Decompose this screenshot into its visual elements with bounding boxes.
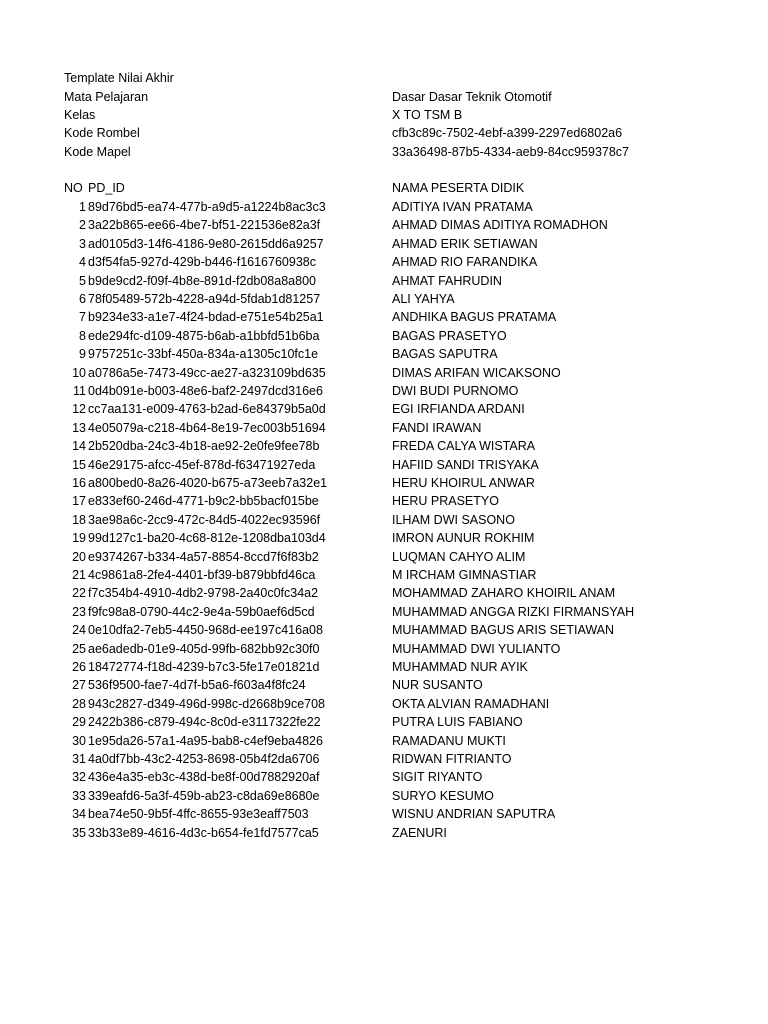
table-row (0, 566, 768, 584)
row-number: 20 (72, 549, 86, 564)
column-header-nama: NAMA PESERTA DIDIK (392, 181, 525, 195)
row-student-name: RAMADANU MUKTI (392, 733, 506, 748)
table-row (0, 805, 768, 823)
row-student-name: MUHAMMAD DWI YULIANTO (392, 641, 561, 656)
row-number: 9 (79, 347, 86, 362)
row-student-name: FANDI IRAWAN (392, 420, 482, 435)
row-pd-id: 78f05489-572b-4228-a94d-5fdab1d81257 (88, 292, 321, 306)
row-number: 5 (79, 273, 86, 288)
row-pd-id: 339eafd6-5a3f-459b-ab23-c8da69e8680e (88, 788, 320, 803)
row-number: 32 (72, 770, 86, 785)
row-pd-id: 3a22b865-ee66-4be7-bf51-221536e82a3f (88, 218, 321, 233)
table-row (0, 308, 768, 326)
row-student-name: AHMAD DIMAS ADITIYA ROMADHON (392, 218, 608, 233)
row-pd-id: 1e95da26-57a1-4a95-bab8-c4ef9eba4826 (88, 733, 323, 748)
row-pd-id: a800bed0-8a26-4020-b675-a73eeb7a32e1 (88, 476, 328, 490)
kelas-label: Kelas (64, 108, 96, 122)
row-number: 10 (72, 365, 86, 380)
table-row (0, 437, 768, 455)
table-row (0, 713, 768, 731)
row-number: 13 (72, 420, 86, 435)
document-title: Template Nilai Akhir (64, 71, 174, 85)
row-pd-id: 2422b386-c879-494c-8c0d-e3117322fe22 (88, 715, 321, 730)
row-student-name: AHMAD RIO FARANDIKA (392, 255, 538, 270)
row-student-name: M IRCHAM GIMNASTIAR (392, 568, 537, 582)
table-row (0, 640, 768, 658)
table-row (0, 603, 768, 621)
row-number: 3 (79, 236, 86, 251)
row-student-name: SURYO KESUMO (392, 788, 494, 803)
table-row (0, 511, 768, 529)
row-student-name: WISNU ANDRIAN SAPUTRA (392, 807, 556, 822)
row-pd-id: cc7aa131-e009-4763-b2ad-6e84379b5a0d (88, 402, 326, 417)
row-student-name: MUHAMMAD BAGUS ARIS SETIAWAN (392, 623, 615, 638)
row-pd-id: 18472774-f18d-4239-b7c3-5fe17e01821d (88, 660, 320, 674)
table-row (0, 658, 768, 676)
row-student-name: DIMAS ARIFAN WICAKSONO (392, 365, 561, 380)
table-row (0, 327, 768, 345)
row-pd-id: ad0105d3-14f6-4186-9e80-2615dd6a9257 (88, 236, 324, 251)
row-pd-id: ede294fc-d109-4875-b6ab-a1bbfd51b6ba (88, 328, 320, 343)
table-row (0, 732, 768, 750)
row-number: 24 (72, 623, 86, 638)
row-pd-id: b9234e33-a1e7-4f24-bdad-e751e54b25a1 (88, 310, 324, 325)
row-student-name: ALI YAHYA (392, 292, 455, 306)
row-pd-id: 3ae98a6c-2cc9-472c-84d5-4022ec93596f (88, 512, 321, 527)
table-row (0, 787, 768, 805)
row-number: 11 (73, 384, 86, 398)
row-student-name: PUTRA LUIS FABIANO (392, 715, 523, 730)
row-student-name: MOHAMMAD ZAHARO KHOIRIL ANAM (392, 586, 616, 601)
row-pd-id: 0e10dfa2-7eb5-4450-968d-ee197c416a08 (88, 623, 323, 638)
row-number: 30 (72, 733, 86, 748)
row-number: 2 (79, 218, 86, 233)
row-number: 4 (79, 255, 86, 270)
row-student-name: NUR SUSANTO (392, 678, 483, 693)
row-pd-id: 4c9861a8-2fe4-4401-bf39-b879bbfd46ca (88, 568, 316, 582)
row-pd-id: e9374267-b334-4a57-8854-8ccd7f6f83b2 (88, 549, 319, 564)
row-pd-id: 4a0df7bb-43c2-4253-8698-05b4f2da6706 (88, 752, 320, 766)
mapel-label: Mata Pelajaran (64, 90, 149, 104)
row-student-name: MUHAMMAD ANGGA RIZKI FIRMANSYAH (392, 604, 635, 619)
row-number: 34 (72, 807, 86, 822)
row-pd-id: ae6adedb-01e9-405d-99fb-682bb92c30f0 (88, 641, 320, 656)
row-student-name: DWI BUDI PURNOMO (392, 384, 519, 398)
row-student-name: HAFIID SANDI TRISYAKA (392, 457, 539, 472)
row-pd-id: 943c2827-d349-496d-998c-d2668b9ce708 (88, 696, 326, 711)
rombel-value: cfb3c89c-7502-4ebf-a399-2297ed6802a6 (392, 126, 623, 140)
row-student-name: RIDWAN FITRIANTO (392, 752, 512, 766)
kodemapel-label: Kode Mapel (64, 145, 131, 159)
table-row (0, 400, 768, 418)
table-row (0, 548, 768, 566)
row-student-name: BAGAS PRASETYO (392, 328, 507, 343)
row-pd-id: e833ef60-246d-4771-b9c2-bb5bacf015be (88, 494, 319, 509)
row-student-name: ANDHIKA BAGUS PRATAMA (392, 310, 557, 325)
row-number: 35 (72, 825, 86, 840)
table-row (0, 364, 768, 382)
row-pd-id: 536f9500-fae7-4d7f-b5a6-f603a4f8fc24 (88, 678, 306, 693)
table-row (0, 474, 768, 492)
row-number: 18 (72, 512, 86, 527)
kelas-value: X TO TSM B (392, 108, 463, 122)
row-number: 14 (72, 439, 86, 454)
table-row (0, 216, 768, 234)
row-pd-id: 46e29175-afcc-45ef-878d-f63471927eda (88, 457, 316, 472)
table-row (0, 768, 768, 786)
row-number: 17 (72, 494, 86, 509)
row-student-name: AHMAT FAHRUDIN (392, 273, 502, 288)
row-student-name: ILHAM DWI SASONO (392, 512, 515, 527)
row-number: 15 (72, 457, 86, 472)
table-row (0, 750, 768, 768)
row-student-name: BAGAS SAPUTRA (392, 347, 498, 362)
row-number: 16 (72, 476, 86, 490)
table-row (0, 235, 768, 253)
table-row (0, 382, 768, 400)
row-student-name: IMRON AUNUR ROKHIM (392, 531, 535, 546)
row-student-name: AHMAD ERIK SETIAWAN (392, 236, 538, 251)
table-row (0, 676, 768, 694)
rombel-label: Kode Rombel (64, 126, 140, 140)
row-pd-id: 89d76bd5-ea74-477b-a9d5-a1224b8ac3c3 (88, 200, 326, 214)
table-row (0, 290, 768, 308)
row-number: 33 (72, 788, 86, 803)
row-student-name: HERU KHOIRUL ANWAR (392, 476, 535, 490)
table-row (0, 695, 768, 713)
table-row (0, 492, 768, 510)
row-number: 26 (72, 660, 86, 674)
row-pd-id: f9fc98a8-0790-44c2-9e4a-59b0aef6d5cd (88, 604, 315, 619)
table-row (0, 272, 768, 290)
table-row (0, 198, 768, 216)
row-number: 19 (72, 531, 86, 546)
row-number: 27 (72, 678, 86, 693)
row-pd-id: b9de9cd2-f09f-4b8e-891d-f2db08a8a800 (88, 273, 316, 288)
row-number: 22 (72, 586, 86, 601)
table-row (0, 621, 768, 639)
row-pd-id: 2b520dba-24c3-4b18-ae92-2e0fe9fee78b (88, 439, 320, 454)
row-student-name: FREDA CALYA WISTARA (392, 439, 536, 454)
row-pd-id: d3f54fa5-927d-429b-b446-f1616760938c (88, 255, 316, 270)
row-number: 25 (72, 641, 86, 656)
table-row (0, 419, 768, 437)
row-number: 28 (72, 696, 86, 711)
row-number: 31 (72, 752, 86, 766)
table-header (0, 179, 768, 197)
row-student-name: HERU PRASETYO (392, 494, 499, 509)
table-row (0, 824, 768, 842)
row-student-name: SIGIT RIYANTO (392, 770, 483, 785)
row-number: 21 (72, 568, 86, 582)
row-student-name: LUQMAN CAHYO ALIM (392, 549, 526, 564)
row-pd-id: a0786a5e-7473-49cc-ae27-a323109bd635 (88, 365, 326, 380)
table-row (0, 456, 768, 474)
row-student-name: ADITIYA IVAN PRATAMA (392, 200, 533, 214)
table-row (0, 529, 768, 547)
row-number: 7 (79, 310, 86, 325)
row-pd-id: 436e4a35-eb3c-438d-be8f-00d7882920af (88, 770, 320, 785)
mapel-value: Dasar Dasar Teknik Otomotif (392, 90, 552, 104)
row-pd-id: 0d4b091e-b003-48e6-baf2-2497dcd316e6 (88, 384, 323, 398)
table-row (0, 253, 768, 271)
row-pd-id: 99d127c1-ba20-4c68-812e-1208dba103d4 (88, 531, 326, 546)
row-pd-id: 9757251c-33bf-450a-834a-a1305c10fc1e (88, 347, 319, 362)
table-row (0, 345, 768, 363)
row-number: 8 (79, 328, 86, 343)
kodemapel-value: 33a36498-87b5-4334-aeb9-84cc959378c7 (392, 145, 630, 159)
table-row (0, 584, 768, 602)
row-pd-id: bea74e50-9b5f-4ffc-8655-93e3eaff7503 (88, 807, 309, 822)
row-number: 12 (72, 402, 86, 417)
column-header-pd-id: PD_ID (88, 181, 125, 195)
row-number: 1 (79, 200, 86, 214)
row-student-name: EGI IRFIANDA ARDANI (392, 402, 525, 417)
row-pd-id: 33b33e89-4616-4d3c-b654-fe1fd7577ca5 (88, 825, 319, 840)
row-student-name: MUHAMMAD NUR AYIK (392, 660, 528, 674)
row-number: 6 (79, 292, 86, 306)
row-student-name: ZAENURI (392, 825, 447, 840)
row-number: 23 (72, 604, 86, 619)
row-student-name: OKTA ALVIAN RAMADHANI (392, 696, 550, 711)
column-header-no: NO (64, 181, 83, 195)
row-number: 29 (72, 715, 86, 730)
row-pd-id: f7c354b4-4910-4db2-9798-2a40c0fc34a2 (88, 586, 319, 601)
row-pd-id: 4e05079a-c218-4b64-8e19-7ec003b51694 (88, 420, 326, 435)
